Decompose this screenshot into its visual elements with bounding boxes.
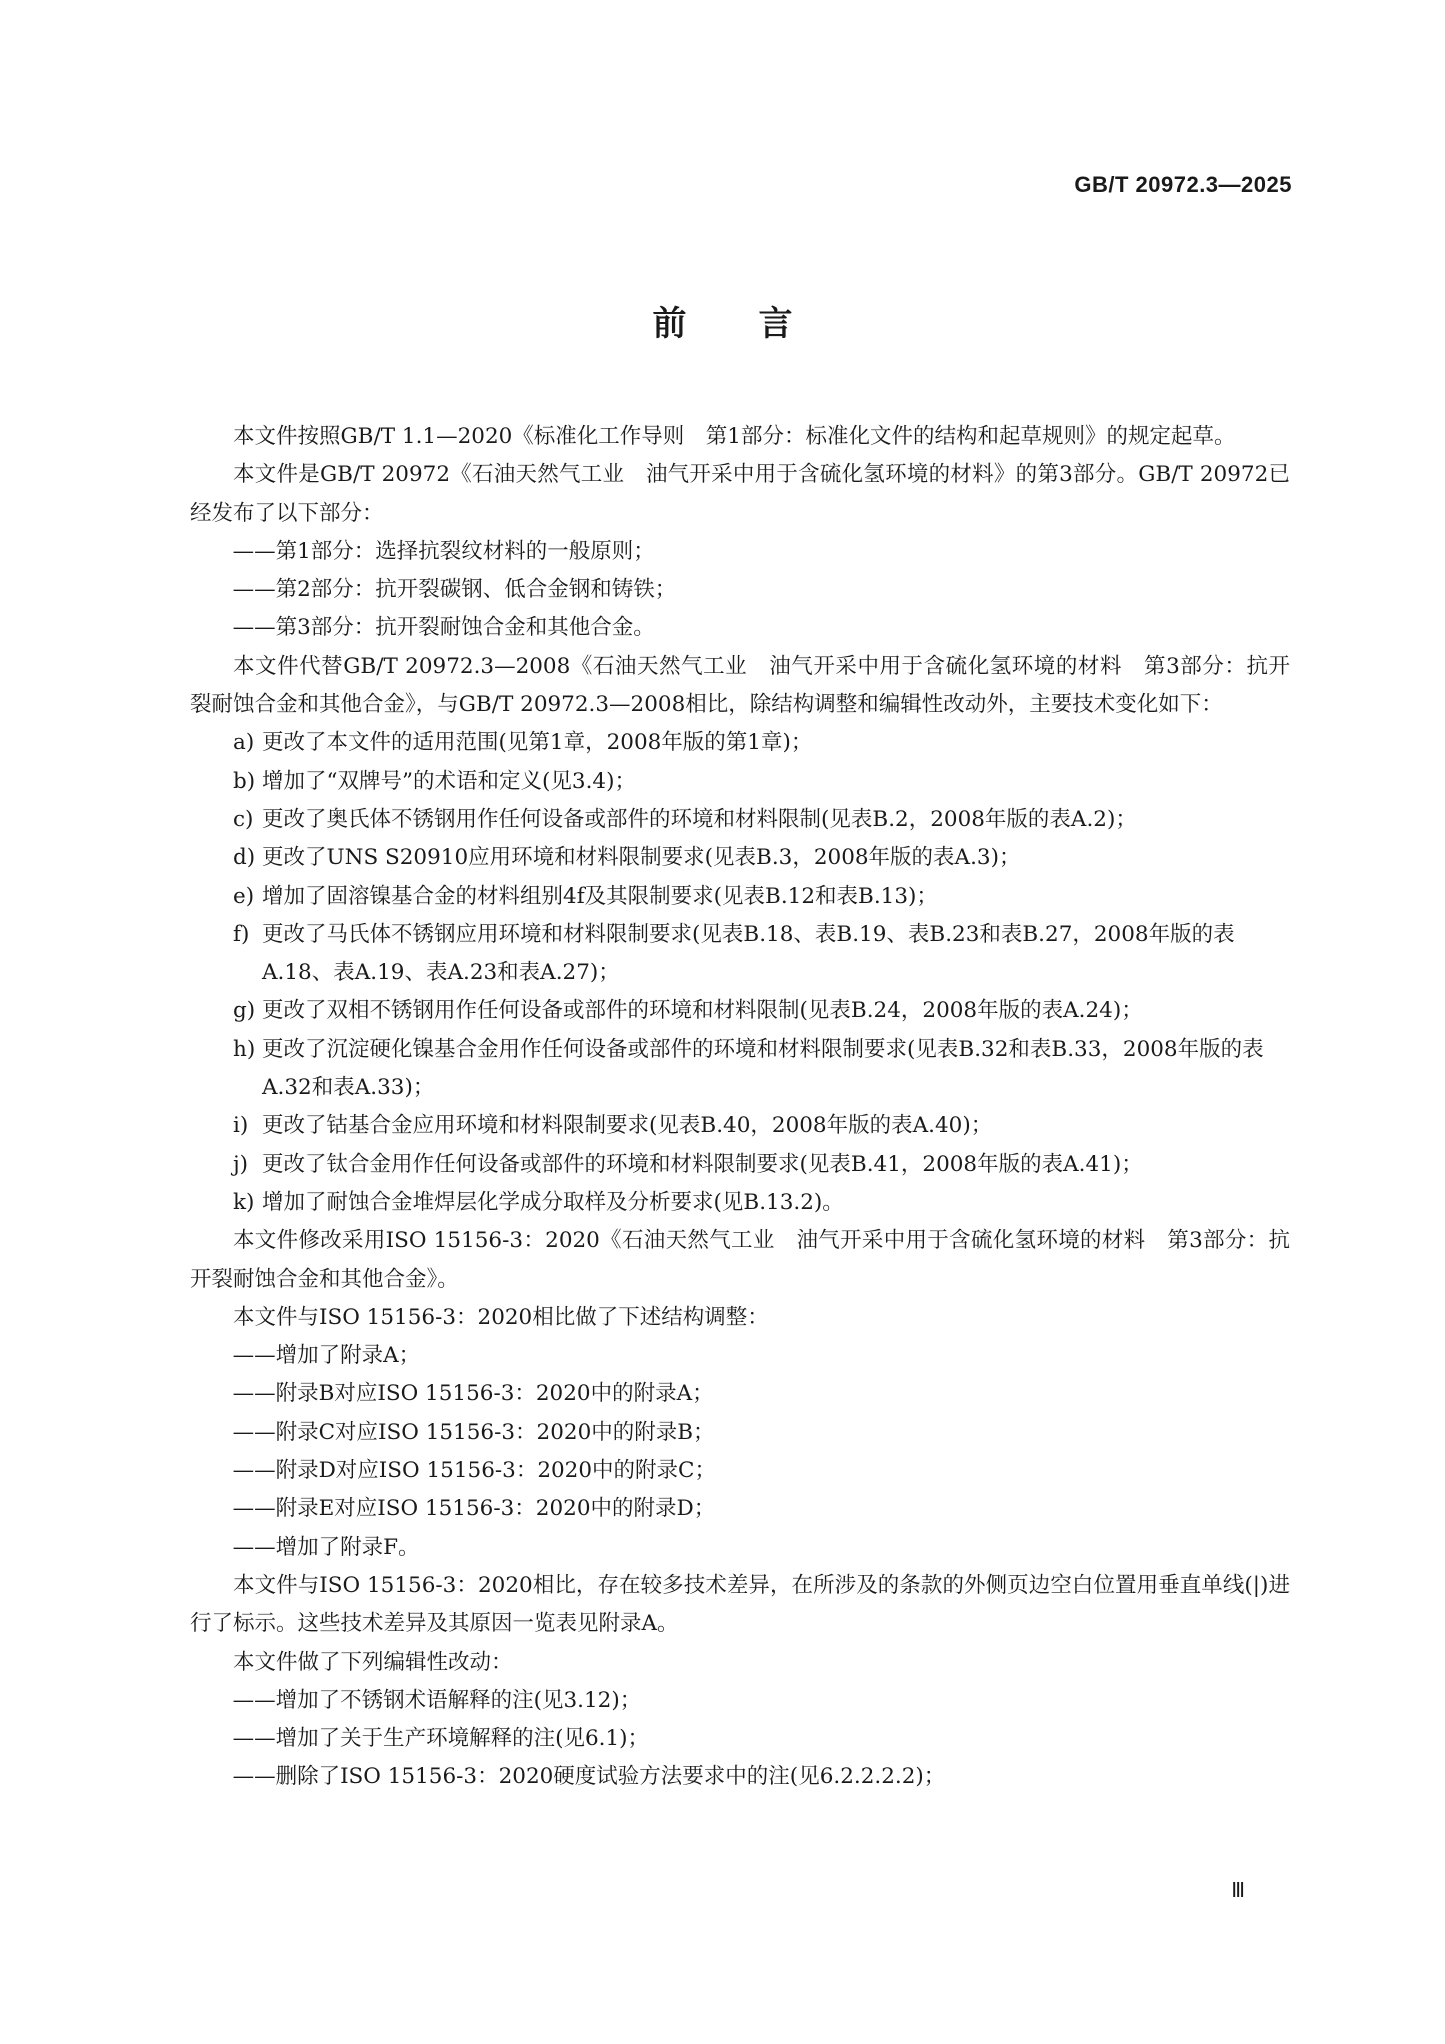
paragraph-drafting-rules: 本文件按照GB/T 1.1—2020《标准化工作导则 第1部分：标准化文件的结构和起草规则》的规定起草。 <box>233 424 1236 449</box>
list-item: ——增加了附录F。 <box>232 1534 420 1560</box>
change-item <box>190 878 1290 916</box>
change-item-marker: i) <box>233 1113 249 1139</box>
page-title: 前言 <box>652 304 865 344</box>
list-item: ——附录B对应ISO 15156-3：2020中的附录A； <box>232 1381 714 1407</box>
change-item-text: 增加了“双牌号”的术语和定义(见3.4)； <box>262 768 636 794</box>
list-item: ——附录C对应ISO 15156-3：2020中的附录B； <box>232 1419 715 1445</box>
change-item-text: 增加了耐蚀合金堆焊层化学成分取样及分析要求(见B.13.2)。 <box>262 1189 844 1215</box>
change-item <box>190 763 1290 801</box>
change-item-marker: b) <box>233 768 256 794</box>
change-item-text: 更改了双相不锈钢用作任何设备或部件的环境和材料限制(见表B.24，2008年版的表A.24)； <box>262 998 1143 1024</box>
paragraph-replaces: 本文件代替GB/T 20972.3—2008《石油天然气工业 油气开采中用于含硫化氢环境的材料 第3部分：抗开裂耐蚀合金和其他合金》，与GB/T 20972.3—2008相比，除结构调整和编辑性改动外，主要技术变化如下： <box>190 653 1290 718</box>
foreword-body <box>190 418 1290 1797</box>
change-item-text: 更改了UNS S20910应用环境和材料限制要求(见表B.3，2008年版的表A.3)； <box>262 845 1021 871</box>
change-item-text: 更改了沉淀硬化镍基合金用作任何设备或部件的环境和材料限制要求(见表B.32和表B.33，2008年版的表A.32和表A.33)； <box>262 1036 1264 1101</box>
change-item-text: 更改了钛合金用作任何设备或部件的环境和材料限制要求(见表B.41，2008年版的表A.41)； <box>262 1151 1143 1177</box>
standard-number: GB/T 20972.3—2025 <box>1074 172 1292 197</box>
change-item <box>190 1031 1290 1108</box>
list-item: ——增加了关于生产环境解释的注(见6.1)； <box>232 1726 650 1752</box>
list-item: ——附录D对应ISO 15156-3：2020中的附录C； <box>232 1458 716 1484</box>
change-item-text: 增加了固溶镍基合金的材料组别4f及其限制要求(见表B.12和表B.13)； <box>262 883 938 909</box>
change-item <box>190 1184 1290 1222</box>
change-item-marker: a) <box>233 730 255 756</box>
change-item <box>190 839 1290 877</box>
list-item: ——第1部分：选择抗裂纹材料的一般原则； <box>232 538 655 564</box>
change-item-text: 更改了马氏体不锈钢应用环境和材料限制要求(见表B.18、表B.19、表B.23和表B.27，2008年版的表A.18、表A.19、表A.23和表A.27)； <box>262 921 1235 986</box>
change-item <box>190 1146 1290 1184</box>
change-item <box>190 724 1290 762</box>
list-item: ——附录E对应ISO 15156-3：2020中的附录D； <box>232 1496 716 1522</box>
list-item: ——第2部分：抗开裂碳钢、低合金钢和铸铁； <box>232 577 677 603</box>
list-item: ——删除了ISO 15156-3：2020硬度试验方法要求中的注(见6.2.2.2.2)； <box>232 1764 946 1790</box>
change-item-marker: j) <box>233 1151 249 1177</box>
change-item-marker: c) <box>233 806 254 832</box>
change-item-marker: e) <box>233 883 255 909</box>
paragraph-structure-adjustments: 本文件与ISO 15156-3：2020相比做了下述结构调整： <box>233 1304 769 1330</box>
change-item <box>190 916 1290 993</box>
change-item-marker: g) <box>233 998 256 1024</box>
change-item-marker: d) <box>233 845 256 871</box>
change-item-marker: f) <box>233 921 250 947</box>
change-item-marker: h) <box>233 1036 256 1062</box>
change-item-text: 更改了本文件的适用范围(见第1章，2008年版的第1章)； <box>262 730 813 756</box>
change-item <box>190 1107 1290 1145</box>
paragraph-editorial-changes: 本文件做了下列编辑性改动： <box>233 1649 513 1675</box>
paragraph-modified-adoption: 本文件修改采用ISO 15156-3：2020《石油天然气工业 油气开采中用于含硫化氢环境的材料 第3部分：抗开裂耐蚀合金和其他合金》。 <box>190 1228 1290 1292</box>
change-item-text: 更改了奥氏体不锈钢用作任何设备或部件的环境和材料限制(见表B.2，2008年版的表A.2)； <box>262 806 1137 832</box>
list-item: ——增加了附录A； <box>232 1343 421 1369</box>
change-item <box>190 992 1290 1030</box>
change-item-marker: k) <box>233 1189 255 1215</box>
page-number: Ⅲ <box>1231 1880 1245 1902</box>
paragraph-technical-differences: 本文件与ISO 15156-3：2020相比，存在较多技术差异，在所涉及的条款的外侧页边空白位置用垂直单线(|)进行了标示。这些技术差异及其原因一览表见附录A。 <box>190 1572 1290 1637</box>
list-item: ——增加了不锈钢术语解释的注(见3.12)； <box>232 1687 642 1713</box>
list-item: ——第3部分：抗开裂耐蚀合金和其他合金。 <box>232 615 655 641</box>
change-item-text: 更改了钴基合金应用环境和材料限制要求(见表B.40，2008年版的表A.40)； <box>262 1113 993 1139</box>
paragraph-part-of-series: 本文件是GB/T 20972《石油天然气工业 油气开采中用于含硫化氢环境的材料》的第3部分。GB/T 20972已经发布了以下部分： <box>190 462 1290 526</box>
change-item <box>190 801 1290 839</box>
